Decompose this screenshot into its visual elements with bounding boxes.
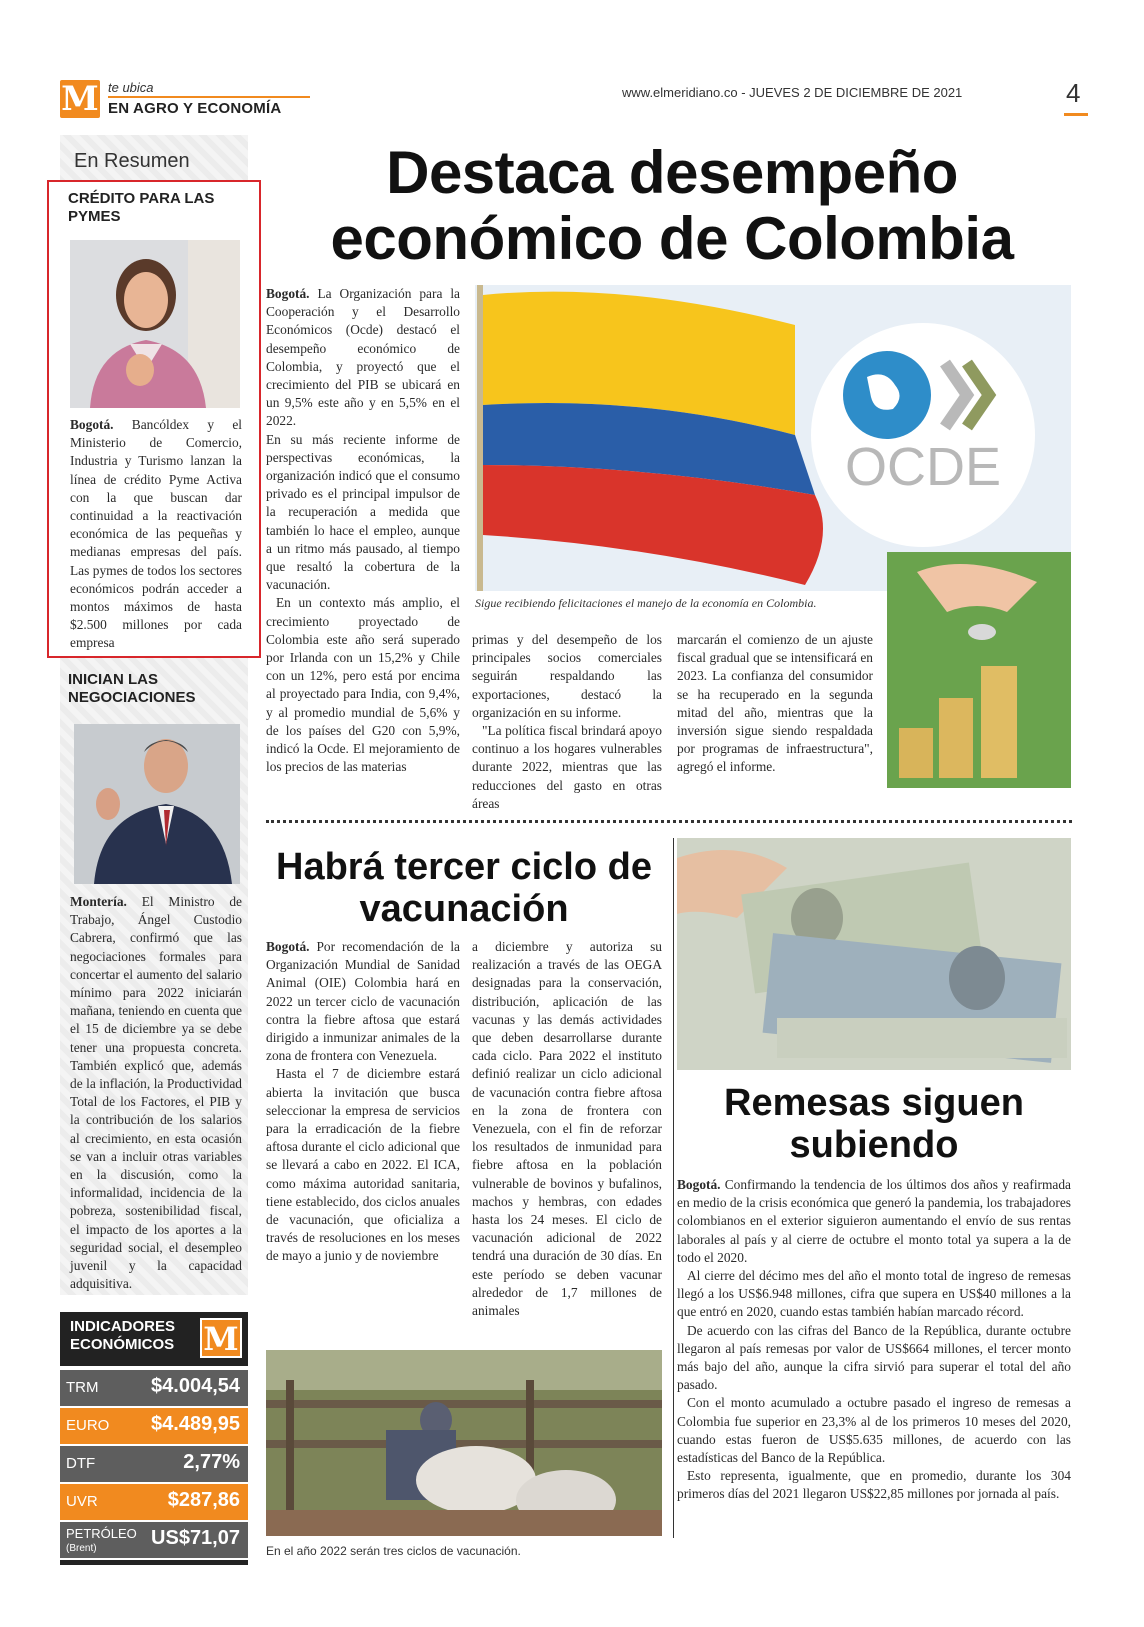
vaccination-headline: Habrá tercer ciclo de vacunación (276, 846, 652, 930)
article-paragraph: marcarán el comienzo de un ajuste fiscal gradual que se intensificará en 2023. La confianza del consumidor se ha recuperado en la segunda mitad del año, mientras que la inversión sigue siendo respaldada por programas de infraestructura", agregó el informe. (677, 632, 873, 775)
flag-ocde-illustration (475, 285, 1071, 591)
article-column-1 (266, 285, 460, 776)
indicator-label: UVR (66, 1493, 98, 1510)
indicator-row-oil (60, 1522, 248, 1558)
article-column-2 (472, 631, 662, 813)
article-paragraph: En su más reciente informe de perspectivas económicas, la organización indicó que el consumo privado es el principal impulsor de la recuperación a medida que también lo hace el empleo, aunque a un ritmo más pausado, al tiempo que resaltó la cobertura de la vacunación. (266, 431, 460, 593)
article-paragraph: a diciembre y autoriza su realización a través de las OEGA designadas para la conservación, distribución, aplicación de las vacunas y las demás actividades que deben desarrollarse durante cada ciclo. Para 2022 el instituto definió realizar un ciclo adicional de vacunación contra fiebre aftosa en la zona de frontera con Venezuela, con el fin de reforzar los resultados de inmunidad para fiebre aftosa en la población vulnerable de bovinos y bufalinos, machos y hembras, con edades hasta los 24 meses. El ciclo de vacunación adicional de 2022 tendrá una duración de 30 días. En este período se deben vacunar alrededor de 1,7 millones de animales (472, 939, 662, 1319)
brief-lead-credit: Bogotá. (70, 417, 114, 432)
article-paragraph: La Organización para la Cooperación y el Desarrollo Económicos (Ocde) destacó el desempeño económico de Colombia, y proyectó que el crecimiento del PIB se ubicará en un 9,5% este año y en 5,5% en el 2022. (266, 286, 460, 429)
brief-photo-man (74, 724, 240, 884)
photo-colombia-flag-ocde (475, 285, 1071, 591)
brief-photo-woman (70, 240, 240, 408)
cattle-photo-caption: En el año 2022 serán tres ciclos de vacunación. (266, 1544, 521, 1558)
indicator-label-main: PETRÓLEO (66, 1526, 137, 1541)
article-paragraph: Esto representa, igualmente, que en promedio, durante los 304 primeros días del 2021 llegaron US$22,85 millones por jornada al país. (677, 1468, 1071, 1502)
sidebar-heading: En Resumen (74, 150, 190, 172)
brief-lead-negotiations: Montería. (70, 894, 127, 909)
article-paragraph: Confirmando la tendencia de los últimos dos años y reafirmada en medio de la crisis económica que generó la pandemia, los trabajadores colombianos en el exterior siguieron aumentando el envío de sus rentas laborales al país y al cierre de octubre el monto total ya supera a la de todo el 2020. (677, 1177, 1071, 1265)
brief-text-credit (70, 416, 242, 653)
ocde-logo-text: OCDE (844, 437, 1002, 497)
article-paragraph: "La política fiscal brindará apoyo continuo a los hogares vulnerables durante 2022, mientras que las reducciones del gasto en otras áreas (472, 723, 662, 811)
brief-text-negotiations (70, 893, 242, 1293)
indicator-value: $4.489,95 (151, 1413, 240, 1435)
photo-coins (887, 552, 1071, 788)
section-divider (266, 820, 1072, 824)
indicator-value: US$71,07 (151, 1527, 240, 1549)
indicators-title (70, 1318, 175, 1354)
indicators-bottom-rule (60, 1560, 248, 1565)
page-number: 4 (1066, 78, 1081, 108)
column-divider (673, 838, 674, 1538)
article-paragraph: Con el monto acumulado a octubre pasado el ingreso de remesas a Colombia fue superior en 23,3% al de los primeros 10 meses del 2020, cuando estas fueron de US$5.635 millones, de acuerdo con las estadísticas del Banco de la República. (677, 1395, 1071, 1466)
money-illustration (677, 838, 1071, 1070)
photo-money (677, 838, 1071, 1070)
remittances-headline: Remesas siguen subiendo (724, 1082, 1024, 1166)
brief-body-credit: Bancóldex y el Ministerio de Comercio, Industria y Turismo lanzan la línea de crédito Pyme Activa con la que buscan dar continuidad a la reactivación económica de las pequeñas y medianas empresas del país. Las pymes de todos los sectores económicos podrán acceder a montos máximos de hasta $2.500 millones por cada empresa (70, 417, 242, 651)
tagline: te ubica (108, 80, 154, 95)
tagline-rule (108, 96, 310, 98)
man-portrait-illustration (74, 724, 240, 884)
indicator-sublabel: (Brent) (66, 1543, 97, 1554)
photo-cattle-vaccination (266, 1350, 662, 1536)
indicator-label: TRM (66, 1379, 99, 1396)
indicator-row-euro (60, 1408, 248, 1444)
indicators-logo (200, 1318, 242, 1358)
indicators-title-line2: ECONÓMICOS (70, 1336, 175, 1353)
coins-illustration (887, 552, 1071, 788)
vaccination-column-2 (472, 938, 662, 1320)
article-lead: Bogotá. (677, 1177, 721, 1192)
article-paragraph: De acuerdo con las cifras del Banco de la República, durante octubre llegaron al país remesas por valor de US$664 millones, el tercer monto más bajo del año, aunque la cifra sirvió para superar el total del año pasado. (677, 1322, 1071, 1393)
article-column-3 (677, 631, 873, 777)
article-paragraph: Al cierre del décimo mes del año el monto total de ingreso de remesas llegó a los US$6.948 millones, cifra que supera en US$40 millones a la que entró en 2020, cuando estas también habían marcado récord. (677, 1268, 1071, 1320)
indicator-label: EURO (66, 1417, 110, 1434)
cattle-illustration (266, 1350, 662, 1536)
brief-body-negotiations: El Ministro de Trabajo, Ángel Custodio Cabrera, confirmó que las negociaciones formales para concertar el aumento del salario mínimo para 2022 iniciarán mañana, teniendo en cuenta que el 15 de diciembre ya se debe tener una propuesta concreta. También explicó que, además de la inflación, la Productividad Total de los Factores, el PIB y la contribución de los salarios al crecimiento, en esta ocasión se van a incluir otras variables en la discusión, como la informalidad, incidencia de la pobreza, sostenibilidad fiscal, el impacto de los aportes a la seguridad social, el desempleo juvenil y la capacidad adquisitiva. (70, 894, 242, 1292)
main-headline: Destaca desempeño económico de Colombia (330, 139, 1014, 272)
article-lead: Bogotá. (266, 939, 310, 954)
brief-title-negotiations: INICIAN LAS NEGOCIACIONES (68, 671, 196, 706)
article-paragraph: primas y del desempeño de los principales socios comerciales seguirán respaldando las exportaciones, destacó la organización en su informe. (472, 632, 662, 720)
indicator-row-uvr (60, 1484, 248, 1520)
indicators-logo-letter: M (203, 1320, 239, 1358)
indicator-label (66, 1527, 137, 1555)
woman-portrait-illustration (70, 240, 240, 408)
dateline: www.elmeridiano.co - JUEVES 2 DE DICIEMBRE DE 2021 (622, 85, 963, 100)
page-number-rule (1064, 113, 1088, 116)
article-paragraph: En un contexto más amplio, el crecimiento proyectado de Colombia este año será superado por Irlanda con un 15,2% y Chile con un 12%, pero está por encima al proyectado para India, con 9,4%, y al promedio mundial de 5,6% y de los países del G20 con 5,9%, indicó la Ocde. El mejoramiento de los precios de las materias (266, 595, 460, 775)
indicator-value: $287,86 (167, 1489, 240, 1511)
article-lead: Bogotá. (266, 286, 310, 301)
indicator-row-dtf (60, 1446, 248, 1482)
logo-letter: M (61, 79, 99, 119)
indicator-row-trm (60, 1370, 248, 1406)
flag-photo-caption: Sigue recibiendo felicitaciones el manejo de la economía en Colombia. (475, 596, 817, 610)
article-paragraph: Por recomendación de la Organización Mundial de Sanidad Animal (OIE) Colombia hará en 2022 un tercer ciclo de vacunación contra la fiebre aftosa que estará dirigido a inmunizar animales de la zona de frontera con Venezuela. (266, 939, 460, 1064)
remittances-body (677, 1176, 1071, 1504)
indicator-label: DTF (66, 1455, 96, 1472)
indicator-value: $4.004,54 (151, 1375, 240, 1397)
indicator-value: 2,77% (183, 1451, 240, 1473)
indicators-title-line1: INDICADORES (70, 1318, 176, 1335)
vaccination-column-1 (266, 938, 460, 1266)
article-paragraph: Hasta el 7 de diciembre estará abierta la invitación que busca seleccionar la empresa de servicios para la erradicación de la fiebre aftosa durante el ciclo adicional que se llevará a cabo en 2022. El ICA, como máxima autoridad sanitaria, tiene establecido, dos ciclos anuales de vacunación, que oficializa a través de resoluciones en los meses de mayo a junio y de noviembre (266, 1066, 460, 1264)
logo (60, 80, 100, 118)
section-name: EN AGRO Y ECONOMÍA (108, 100, 282, 117)
brief-title-credit: CRÉDITO PARA LAS PYMES (68, 190, 215, 225)
